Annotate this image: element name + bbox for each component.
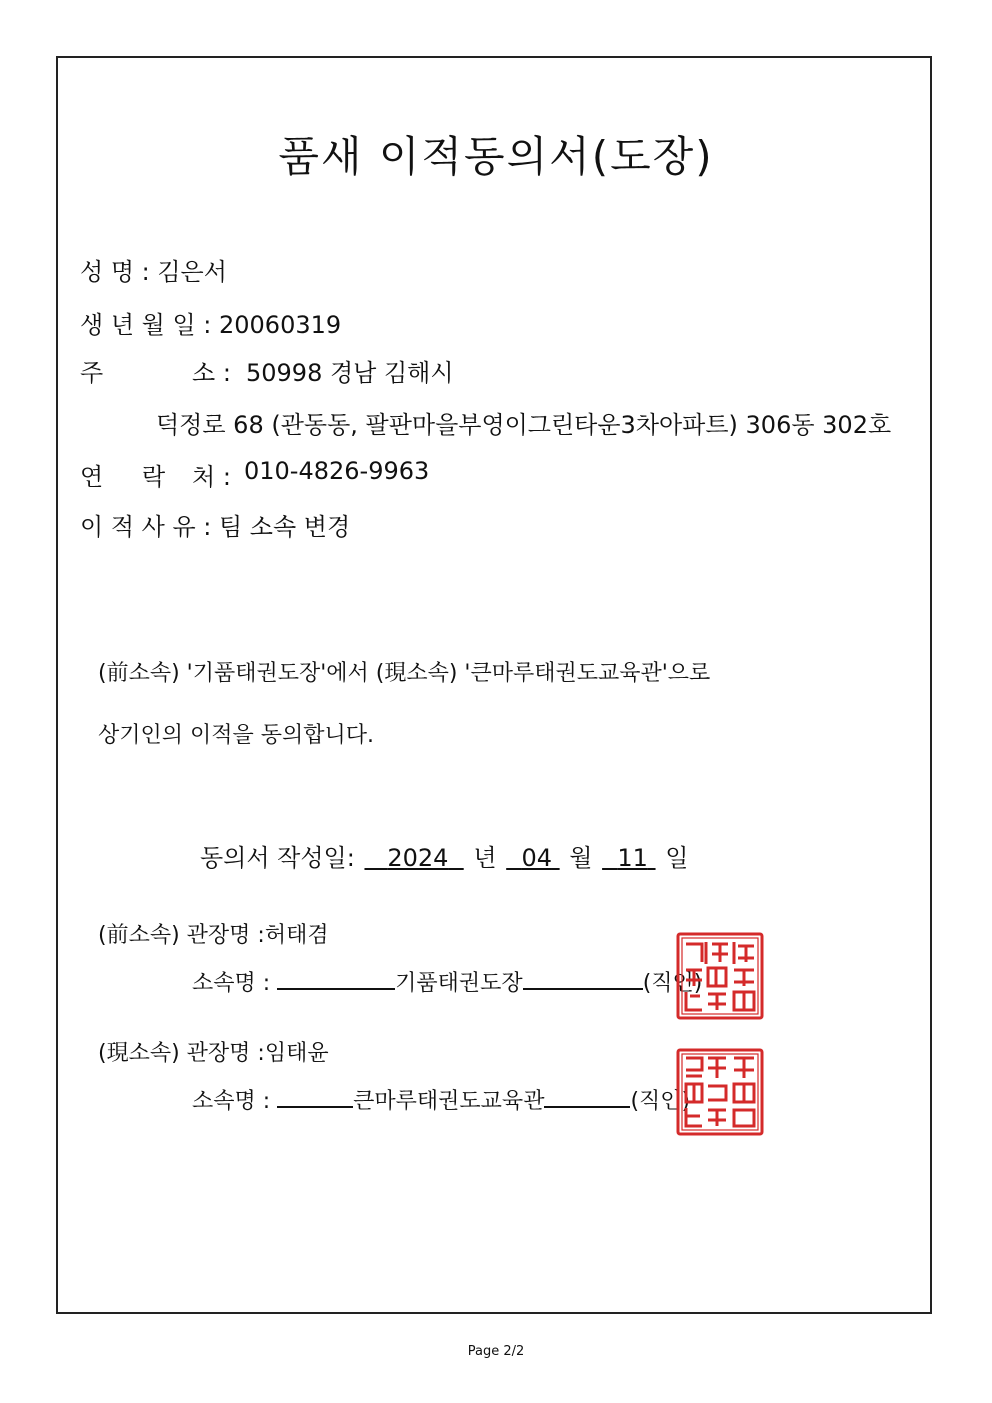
statement-line2: 상기인의 이적을 동의합니다.	[98, 723, 375, 748]
blank-line	[523, 987, 643, 990]
blank-line	[277, 1105, 353, 1108]
current-org-name: 큰마루태권도교육관	[353, 1089, 545, 1114]
date-day: 11	[617, 844, 648, 872]
document-title: 품새 이적동의서(도장)	[278, 132, 714, 181]
birth-label: 생 년 월 일 :	[80, 311, 212, 339]
previous-seal-stamp	[676, 932, 764, 1020]
date-line	[200, 838, 688, 873]
contact-row	[80, 457, 430, 492]
address-line1: 50998 경남 김해시	[246, 359, 454, 387]
previous-head: (前소속) 관장명 :허태겸	[98, 923, 329, 948]
address-row	[80, 353, 454, 388]
current-head: (現소속) 관장명 :임태윤	[98, 1041, 329, 1066]
previous-stamp-text: (직인)	[642, 971, 703, 996]
name-value: 김은서	[157, 258, 227, 286]
reason-label: 이 적 사 유 :	[80, 513, 212, 541]
contact-label-b: 락	[142, 463, 166, 491]
reason-value: 팀 소속 변경	[218, 513, 351, 541]
statement-line1: (前소속) '기품태권도장'에서 (現소속) '큰마루태권도교육관'으로	[98, 661, 711, 686]
contact-label-a: 연	[80, 463, 104, 491]
address-line2: 덕정로 68 (관동동, 팔판마을부영이그린타운3차아파트) 306동 302호	[156, 411, 892, 439]
date-year: 2024	[387, 844, 449, 872]
birth-row	[80, 305, 341, 340]
current-stamp-text: (직인)	[630, 1089, 691, 1114]
current-seal-stamp	[676, 1048, 764, 1136]
previous-org-label: 소속명 :	[192, 971, 271, 996]
current-org-label: 소속명 :	[192, 1089, 271, 1114]
current-org-row	[192, 1084, 690, 1115]
contact-value: 010-4826-9963	[244, 457, 430, 485]
name-row	[80, 252, 227, 287]
date-month-unit: 월	[569, 844, 593, 872]
contact-label-c: 처 :	[192, 463, 231, 491]
page-footer: Page 2/2	[467, 1344, 525, 1359]
previous-org-row	[192, 966, 702, 997]
blank-line	[544, 1105, 630, 1108]
date-day-unit: 일	[665, 844, 689, 872]
date-month: 04	[521, 844, 552, 872]
name-label: 성 명 :	[80, 258, 150, 286]
date-label: 동의서 작성일:	[200, 844, 355, 872]
address-label-a: 주	[80, 359, 104, 387]
reason-row	[80, 507, 350, 542]
address-label-b: 소 :	[192, 359, 231, 387]
date-year-unit: 년	[473, 844, 497, 872]
birth-value: 20060319	[218, 311, 342, 339]
previous-org-name: 기품태권도장	[395, 971, 523, 996]
blank-line	[277, 987, 395, 990]
